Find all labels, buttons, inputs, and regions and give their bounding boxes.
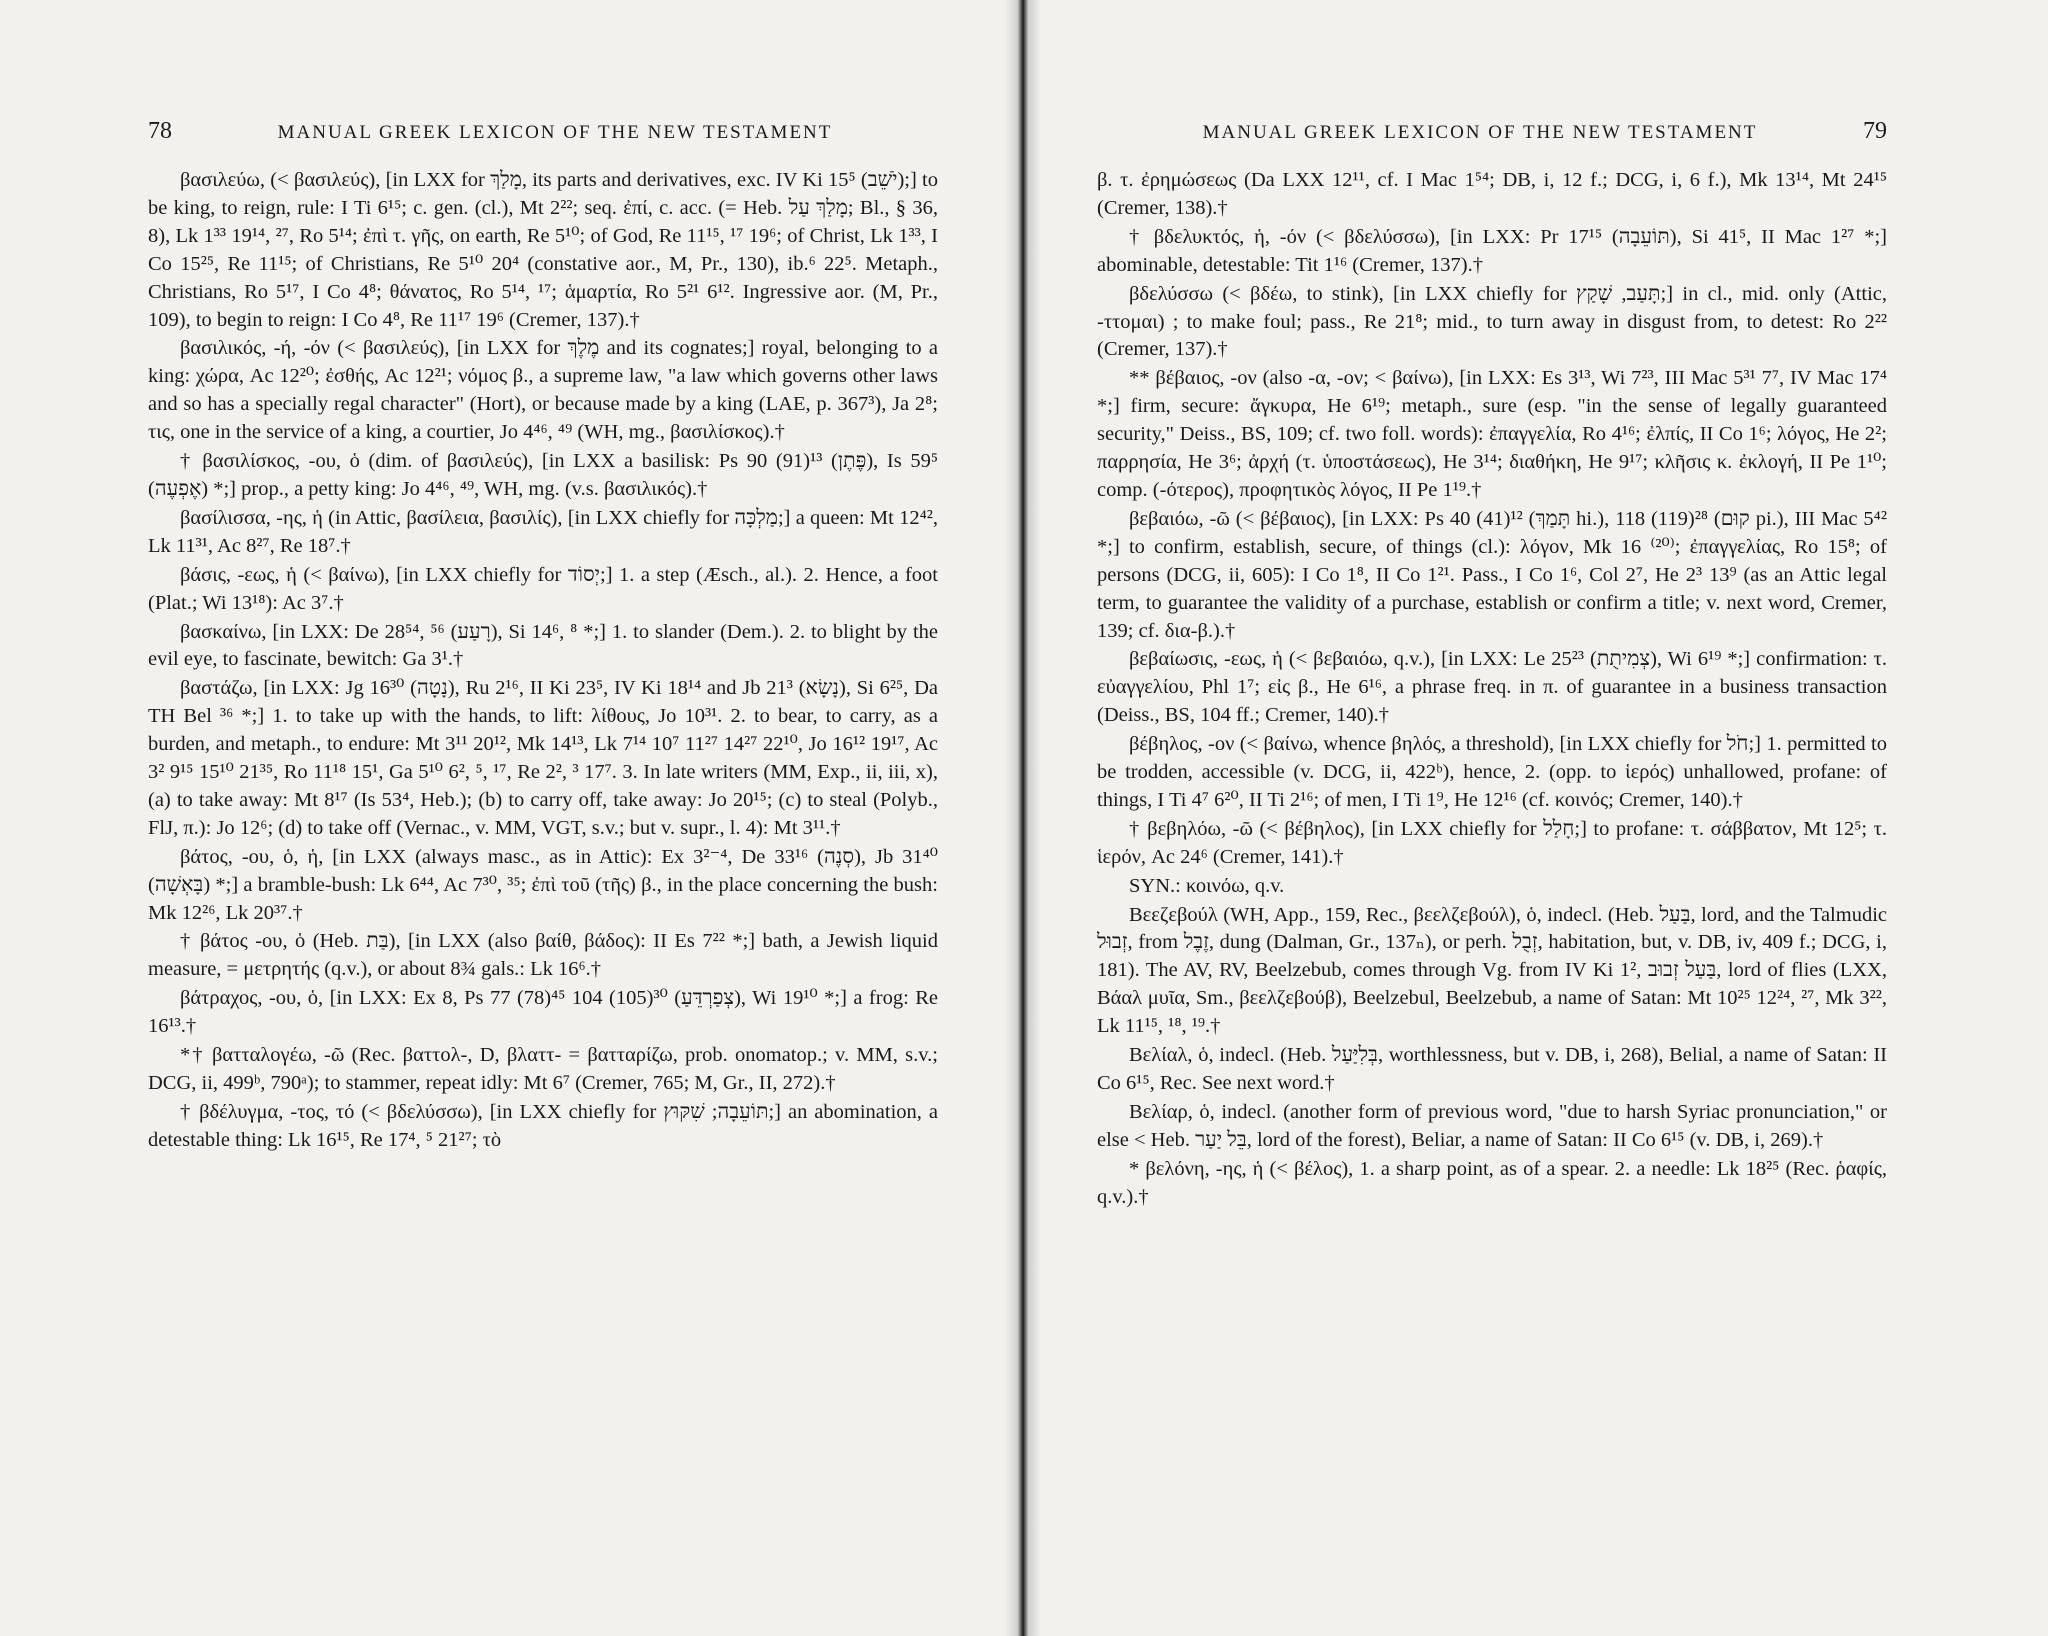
lexicon-entry: βέβηλος, -ον (< βαίνω, whence βηλός, a threshold), [in LXX chiefly for חֹל;] 1. permitted to be trodden, accessible (v. DCG, ii, 422ᵇ), hence, 2. (opp. to ἱερός) unhallowed, profane: of things, I Ti 4⁷ 6²⁰, II Ti 2¹⁶; of men, I Ti 1⁹, He 12¹⁶ (cf. κοινός; Cremer, 140).† bbox=[1097, 733, 1887, 811]
lexicon-entry: βάτραχος, -ου, ὁ, [in LXX: Ex 8, Ps 77 (78)⁴⁵ 104 (105)³⁰ (צְפַרְדֵּעַ), Wi 19¹⁰ *;] a frog: Re 16¹³.† bbox=[148, 987, 938, 1038]
right-page bbox=[1097, 118, 1887, 1598]
left-page bbox=[148, 118, 938, 1598]
lexicon-entry: † βεβηλόω, -ῶ (< βέβηλος), [in LXX chiefly for חָלַל;] to profane: τ. σάββατον, Mt 12⁵; τ. ἱερόν, Ac 24⁶ (Cremer, 141).† bbox=[1097, 817, 1887, 868]
left-running-title: MANUAL GREEK LEXICON OF THE NEW TESTAMENT bbox=[277, 122, 833, 143]
lexicon-entry: βαστάζω, [in LXX: Jg 16³⁰ (נָטָה), Ru 2¹⁶, II Ki 23⁵, IV Ki 18¹⁴ and Jb 21³ (נָשָׂא), Si 6²⁵, Da TH Bel ³⁶ *;] 1. to take up with the hands, to lift: λίθους, Jo 10³¹. 2. to bear, to carry, as a burden, and metaph., to endure: Mt 3¹¹ 20¹², Mk 14¹³, Lk 7¹⁴ 10⁷ 11²⁷ 14²⁷ 22¹⁰, Jo 16¹² 19¹⁷, Ac 3² 9¹⁵ 15¹⁰ 21³⁵, Ro 11¹⁸ 15¹, Ga 5¹⁰ 6², ⁵, ¹⁷, Re 2², ³ 17⁷. 3. In late writers (MM, Exp., ii, iii, x), (a) to take away: Mt 8¹⁷ (Is 53⁴, Heb.); (b) to carry off, take away: Jo 20¹⁵; (c) to steal (Polyb., FlJ, π.): Jo 12⁶; (d) to take off (Vernac., v. MM, VGT, s.v.; but v. supr., l. 4): Mt 3¹¹.† bbox=[148, 677, 938, 839]
right-running-title: MANUAL GREEK LEXICON OF THE NEW TESTAMENT bbox=[1202, 122, 1758, 143]
lexicon-entry: βασιλεύω, (< βασιλεύς), [in LXX for מָלַךְ, its parts and derivatives, exc. IV Ki 15⁵ (יֹשֵׁב);] to be king, to reign, rule: I Ti 6¹⁵; c. gen. (cl.), Mt 2²²; seq. ἐπί, c. acc. (= Heb. מָלַךְ עַל; Bl., § 36, 8), Lk 1³³ 19¹⁴, ²⁷, Ro 5¹⁴; ἐπὶ τ. γῆς, on earth, Re 5¹⁰; of God, Re 11¹⁵, ¹⁷ 19⁶; of Christ, Lk 1³³, I Co 15²⁵, Re 11¹⁵; of Christians, Re 5¹⁰ 20⁴ (constative aor., M, Pr., 130), ib.⁶ 22⁵. Metaph., Christians, Ro 5¹⁷, I Co 4⁸; θάνατος, Ro 5¹⁴, ¹⁷; ἁμαρτία, Ro 5²¹ 6¹². Ingressive aor. (M, Pr., 109), to begin to reign: I Co 4⁸, Re 11¹⁷ 19⁶ (Cremer, 137).† bbox=[148, 169, 938, 331]
lexicon-entry: ** βέβαιος, -ον (also -α, -ον; < βαίνω), [in LXX: Es 3¹³, Wi 7²³, III Mac 5³¹ 7⁷, IV Mac 17⁴ *;] firm, secure: ἄγκυρα, He 6¹⁹; metaph., sure (esp. "in the sense of legally guaranteed security," Deiss., BS, 109; cf. two foll. words): ἐπαγγελία, Ro 4¹⁶; ἐλπίς, II Co 1⁶; λόγος, He 2²; παρρησία, He 3⁶; ἀρχή (τ. ὑποστάσεως), He 3¹⁴; διαθήκη, He 9¹⁷; κλῆσις κ. ἐκλογή, II Pe 1¹⁰; comp. (-ότερος), προφητικὸς λόγος, II Pe 1¹⁹.† bbox=[1097, 367, 1887, 501]
left-entries bbox=[148, 167, 938, 1155]
lexicon-entry: βεβαίωσις, -εως, ἡ (< βεβαιόω, q.v.), [in LXX: Le 25²³ (צְמִיתֻת), Wi 6¹⁹ *;] confirmation: τ. εὐαγγελίου, Phl 1⁷; εἰς β., He 6¹⁶, a phrase freq. in π. of guarantee in a business transaction (Deiss., BS, 104 ff.; Cremer, 140).† bbox=[1097, 648, 1887, 727]
lexicon-entry: * βελόνη, -ης, ἡ (< βέλος), 1. a sharp point, as of a spear. 2. a needle: Lk 18²⁵ (Rec. ῥαφίς, q.v.).† bbox=[1097, 1157, 1887, 1208]
book-gutter bbox=[1005, 0, 1041, 1636]
lexicon-entry: β. τ. ἐρημώσεως (Da LXX 12¹¹, cf. I Mac 1⁵⁴; DB, i, 12 f.; DCG, i, 6 f.), Mk 13¹⁴, Mt 24¹⁵ (Cremer, 138).† bbox=[1097, 169, 1887, 219]
lexicon-entry: βδελύσσω (< βδέω, to stink), [in LXX chiefly for תָּעַב, שָׁקַץ;] in cl., mid. only (Attic, -ττομαι) ; to make foul; pass., Re 21⁸; mid., to turn away in disgust from, to detest: Ro 2²² (Cremer, 137).† bbox=[1097, 282, 1887, 361]
lexicon-entry: βάσις, -εως, ἡ (< βαίνω), [in LXX chiefly for יְסוֹד;] 1. a step (Æsch., al.). 2. Hence, a foot (Plat.; Wi 13¹⁸): Ac 3⁷.† bbox=[148, 563, 938, 614]
left-page-number: 78 bbox=[148, 118, 172, 144]
lexicon-entry: Βελίαλ, ὁ, indecl. (Heb. בְּלִיַּעַל, worthlessness, but v. DB, i, 268), Belial, a name of Satan: II Co 6¹⁵, Rec. See next word.† bbox=[1097, 1044, 1887, 1094]
lexicon-entry: βασίλισσα, -ης, ἡ (in Attic, βασίλεια, βασιλίς), [in LXX chiefly for מַלְכָּה;] a queen: Mt 12⁴², Lk 11³¹, Ac 8²⁷, Re 18⁷.† bbox=[148, 506, 938, 557]
lexicon-entry: βασκαίνω, [in LXX: De 28⁵⁴, ⁵⁶ (רָעַע), Si 14⁶, ⁸ *;] 1. to slander (Dem.). 2. to blight by the evil eye, to fascinate, bewitch: Ga 3¹.† bbox=[148, 620, 938, 671]
lexicon-entry: † βδέλυγμα, -τος, τό (< βδελύσσω), [in LXX chiefly for תּוֹעֵבָה; שִׁקּוּץ;] an abomination, a detestable thing: Lk 16¹⁵, Re 17⁴, ⁵ 21²⁷; τὸ bbox=[148, 1100, 938, 1151]
lexicon-entry: † βάτος -ου, ὁ (Heb. בַּת), [in LXX (also βαίθ, βάδος): II Es 7²² *;] bath, a Jewish liquid measure, = μετρητής (q.v.), or about 8¾ gals.: Lk 16⁶.† bbox=[148, 930, 938, 981]
lexicon-entry: SYN.: κοινόω, q.v. bbox=[1129, 874, 1285, 897]
lexicon-entry: Βελίαρ, ὁ, indecl. (another form of previous word, "due to harsh Syriac pronunciation," or else < Heb. בֵּל יַעַר, lord of the forest), Beliar, a name of Satan: II Co 6¹⁵ (v. DB, i, 269).† bbox=[1097, 1100, 1887, 1151]
lexicon-entry: *† βατταλογέω, -ῶ (Rec. βαττολ-, D, βλαττ- = βατταρίζω, prob. onomatop.; v. MM, s.v.; DCG, ii, 499ᵇ, 790ᵃ); to stammer, repeat idly: Mt 6⁷ (Cremer, 765; M, Gr., II, 272).† bbox=[148, 1044, 938, 1094]
right-running-head bbox=[1097, 118, 1887, 145]
left-running-head bbox=[148, 118, 938, 145]
lexicon-entry: βάτος, -ου, ὁ, ἡ, [in LXX (always masc., as in Attic): Ex 3²⁻⁴, De 33¹⁶ (סְנֶה), Jb 31⁴⁰ (בָּאְשָׁה) *;] a bramble-bush: Lk 6⁴⁴, Ac 7³⁰, ³⁵; ἐπὶ τοῦ (τῆς) β., in the place concerning the bush: Mk 12²⁶, Lk 20³⁷.† bbox=[148, 845, 938, 924]
right-entries bbox=[1097, 167, 1887, 1212]
lexicon-entry: Βεεζεβούλ (WH, App., 159, Rec., βεελζεβούλ), ὁ, indecl. (Heb. בַּעַל, lord, and the Talmudic זְבוּל, from זֶבֶל, dung (Dalman, Gr., 137ₙ), or perh. זְבֻל, habitation, but, v. DB, iv, 409 f.; DCG, i, 181). The AV, RV, Beelzebub, comes through Vg. from IV Ki 1², בַּעַל זְבוּב, lord of flies (LXX, Βάαλ μυῖα, Sm., βεελζεβούβ), Beelzebul, Beelzebub, a name of Satan: Mt 10²⁵ 12²⁴, ²⁷, Mk 3²², Lk 11¹⁵, ¹⁸, ¹⁹.† bbox=[1097, 903, 1887, 1038]
lexicon-entry: βασιλικός, -ή, -όν (< βασιλεύς), [in LXX for מֶלֶךְ and its cognates;] royal, belonging to a king: χώρα, Ac 12²⁰; ἐσθής, Ac 12²¹; νόμος β., a supreme law, "a law which governs other laws and so has a specially regal character" (Hort), or because made by a king (LAE, p. 367³), Ja 2⁸; τις, one in the service of a king, a courtier, Jo 4⁴⁶, ⁴⁹ (WH, mg., βασιλίσκος).† bbox=[148, 337, 938, 444]
lexicon-entry: † βδελυκτός, ἡ, -όν (< βδελύσσω), [in LXX: Pr 17¹⁵ (תּוֹעֵבָה), Si 41⁵, II Mac 1²⁷ *;] abominable, detestable: Tit 1¹⁶ (Cremer, 137).† bbox=[1097, 225, 1887, 276]
lexicon-entry: βεβαιόω, -ῶ (< βέβαιος), [in LXX: Ps 40 (41)¹² (תָּמַךְ hi.), 118 (119)²⁸ (קוּם pi.), III Mac 5⁴² *;] to confirm, establish, secure, of things (cl.): λόγον, Mk 16 ⁽²⁰⁾; ἐπαγγελίας, Ro 15⁸; of persons (DCG, ii, 605): I Co 1⁸, II Co 1²¹. Pass., I Co 1⁶, Col 2⁷, He 2³ 13⁹ (as an Attic legal term, to guarantee the validity of a purchase, establish or confirm a title; v. next word, Cremer, 139; cf. δια-β.).† bbox=[1097, 507, 1887, 642]
right-page-number: 79 bbox=[1863, 118, 1887, 144]
lexicon-entry: † βασιλίσκος, -ου, ὁ (dim. of βασιλεύς), [in LXX a basilisk: Ps 90 (91)¹³ (פֶּתֶן), Is 59⁵ (אֶפְעֶה) *;] prop., a petty king: Jo 4⁴⁶, ⁴⁹, WH, mg. (v.s. βασιλικός).† bbox=[148, 450, 938, 500]
